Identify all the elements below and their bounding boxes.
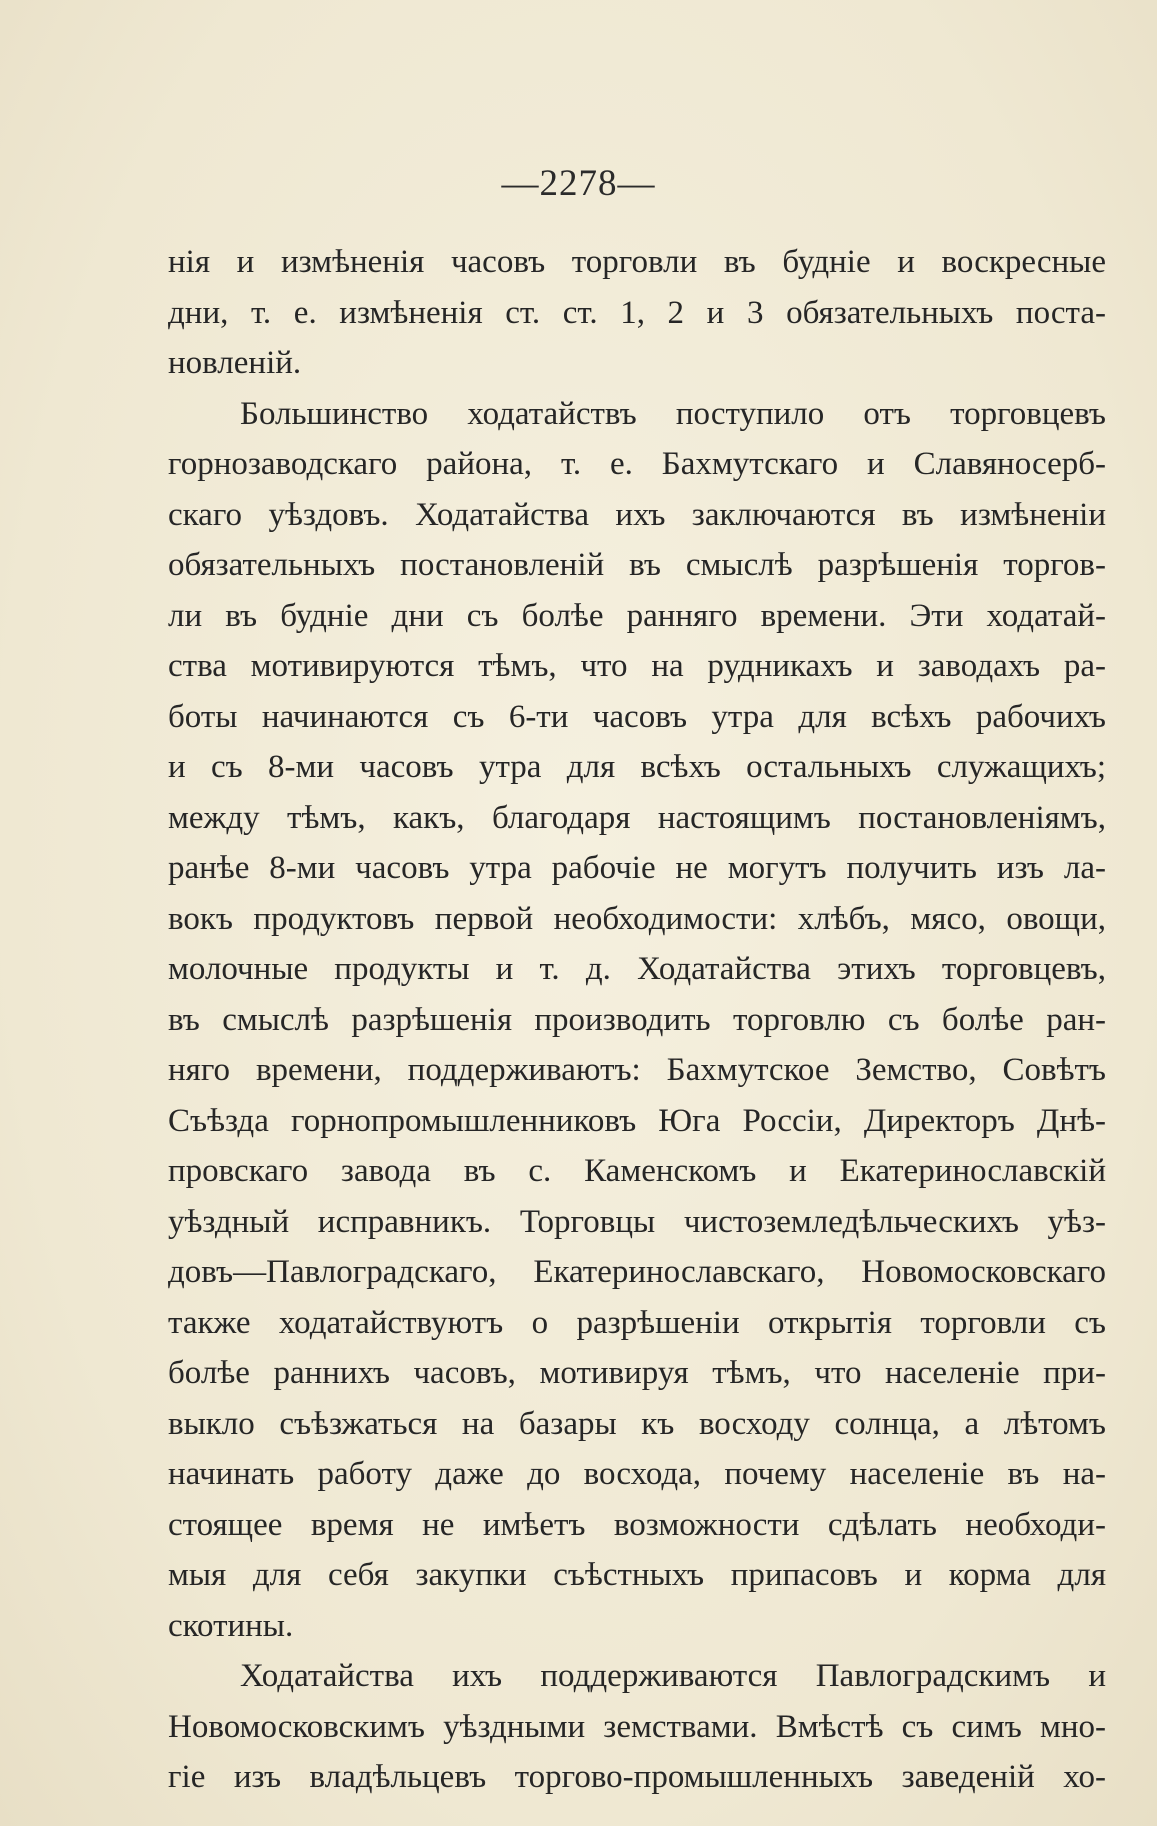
text-line: скаго уѣздовъ. Ходатайства ихъ заключаются въ измѣненіи: [168, 496, 1106, 533]
text-line: ли въ будніе дни съ болѣе ранняго времени. Эти ходатай-: [168, 597, 1106, 634]
text-line: Ходатайства ихъ поддерживаются Павлоградскимъ и: [240, 1658, 1106, 1694]
text-line: дни, т. е. измѣненія ст. ст. 1, 2 и 3 обязательныхъ поста-: [168, 294, 1106, 331]
text-line: мыя для себя закупки съѣстныхъ припасовъ и корма для: [168, 1557, 1106, 1593]
text-line: новленій.: [168, 345, 302, 381]
text-line: Съѣзда горнопромышленниковъ Юга Россіи, Директоръ Днѣ-: [168, 1102, 1106, 1139]
text-line: обязательныхъ постановленій въ смыслѣ разрѣшенія торгов-: [168, 547, 1106, 583]
text-line: между тѣмъ, какъ, благодаря настоящимъ постановленіямъ,: [168, 799, 1106, 836]
text-line: стоящее время не имѣетъ возможности сдѣлать необходи-: [168, 1506, 1106, 1543]
page-number: —2278—: [501, 163, 656, 204]
text-line: болѣе раннихъ часовъ, мотивируя тѣмъ, что населеніе при-: [168, 1355, 1106, 1391]
text-line: провскаго завода въ с. Каменскомъ и Екатеринославскій: [168, 1153, 1106, 1189]
text-line: Новомосковскимъ уѣздными земствами. Вмѣстѣ съ симъ мно-: [168, 1708, 1106, 1745]
text-line: выкло съѣзжаться на базары къ восходу солнца, а лѣтомъ: [168, 1405, 1106, 1442]
text-line: молочные продукты и т. д. Ходатайства этихъ торговцевъ,: [168, 951, 1106, 987]
text-line: няго времени, поддерживаютъ: Бахмутское Земство, Совѣтъ: [168, 1052, 1106, 1088]
text-line: довъ—Павлоградскаго, Екатеринославскаго, Новомосковскаго: [168, 1254, 1106, 1290]
text-line: горнозаводскаго района, т. е. Бахмутскаго и Славяносерб-: [168, 446, 1106, 482]
body-text: [168, 237, 1106, 1803]
text-line: ранѣе 8-ми часовъ утра рабочіе не могутъ получить изъ ла-: [168, 850, 1106, 886]
text-line: также ходатайствуютъ о разрѣшеніи открытія торговли съ: [168, 1304, 1106, 1341]
text-line: уѣздный исправникъ. Торговцы чистоземледѣльческихъ уѣз-: [168, 1203, 1106, 1240]
text-line: скотины.: [168, 1607, 294, 1644]
text-line: ства мотивируются тѣмъ, что на рудникахъ и заводахъ ра-: [168, 648, 1106, 684]
text-line: гіе изъ владѣльцевъ торгово-промышленныхъ заведеній хо-: [168, 1759, 1106, 1795]
text-line: Большинство ходатайствъ поступило отъ торговцевъ: [240, 395, 1106, 432]
text-line: боты начинаются съ 6-ти часовъ утра для всѣхъ рабочихъ: [168, 698, 1106, 735]
text-line: начинать работу даже до восхода, почему населеніе въ на-: [168, 1456, 1106, 1492]
text-line: въ смыслѣ разрѣшенія производить торговлю съ болѣе ран-: [168, 1001, 1106, 1038]
text-line: вокъ продуктовъ первой необходимости: хлѣбъ, мясо, овощи,: [168, 900, 1106, 937]
text-line: нія и измѣненія часовъ торговли въ будніе и воскресные: [168, 244, 1106, 280]
text-line: и съ 8-ми часовъ утра для всѣхъ остальныхъ служащихъ;: [168, 749, 1106, 785]
